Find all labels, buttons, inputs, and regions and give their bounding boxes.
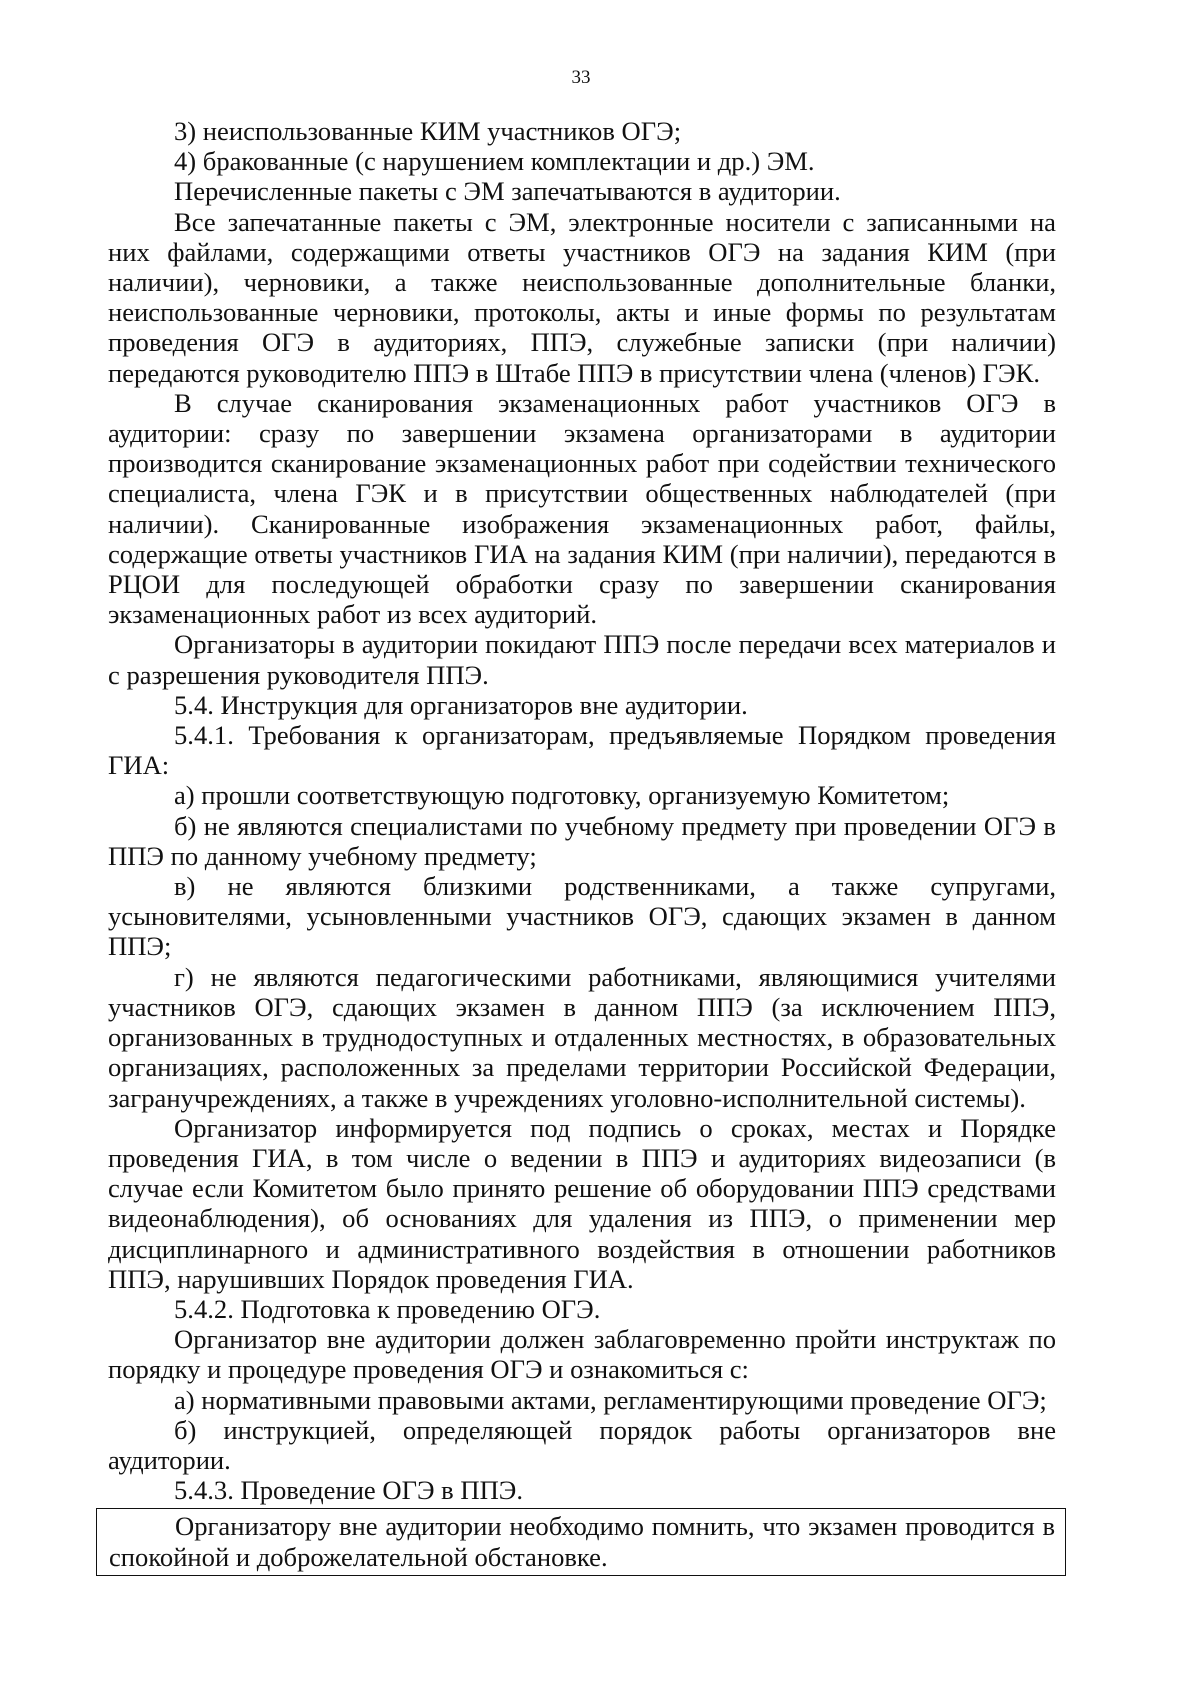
paragraph-organizer-informed: Организатор информируется под подпись о сроках, местах и Порядке проведения ГИА, в том числе о ведении в ППЭ и аудиториях видеозаписи (в случае если Комитетом было принято решение об оборудовании ППЭ средствами видеонаблюдения), об основаниях для удаления из ППЭ, о применении мер дисциплинарного и административного воздействия в отношении работников ППЭ, нарушивших Порядок проведения ГИА. — [108, 1112, 1056, 1294]
boxed-note — [96, 1508, 1066, 1575]
paragraph-organizer-instruction: Организатор вне аудитории должен заблаговременно пройти инструктаж по порядку и процедуре проведения ОГЭ и ознакомиться с: — [108, 1324, 1056, 1385]
section-heading-5-4-2: 5.4.2. Подготовка к проведению ОГЭ. — [174, 1293, 601, 1324]
list-item-unused-kim: 3) неиспользованные КИМ участников ОГЭ; — [174, 116, 682, 146]
requirement-item-g: г) не являются педагогическими работниками, являющимися учителями участников ОГЭ, сдающих экзамен в данном ППЭ (за исключением ППЭ, организованных в труднодоступных и отдаленных местностях, в образовательных организациях, расположенных за пределами территории Российской Федерации, загранучреждениях, а также в учреждениях уголовно-исполнительной системы). — [108, 961, 1056, 1113]
paragraph-organizers-leave: Организаторы в аудитории покидают ППЭ после передачи всех материалов и с разрешения руководителя ППЭ. — [108, 629, 1056, 690]
requirement-item-a: а) прошли соответствующую подготовку, организуемую Комитетом; — [174, 780, 950, 811]
section-heading-5-4: 5.4. Инструкция для организаторов вне аудитории. — [174, 689, 748, 720]
boxed-note-text: Организатору вне аудитории необходимо помнить, что экзамен проводится в спокойной и доброжелательной обстановке. — [109, 1511, 1055, 1572]
instruction-item-b: б) инструкцией, определяющей порядок работы организаторов вне аудитории. — [108, 1414, 1056, 1475]
instruction-item-a: а) нормативными правовыми актами, регламентирующими проведение ОГЭ; — [174, 1384, 1047, 1415]
section-heading-5-4-3: 5.4.3. Проведение ОГЭ в ППЭ. — [174, 1475, 523, 1506]
paragraph-scanning-in-room: В случае сканирования экзаменационных работ участников ОГЭ в аудитории: сразу по завершении экзамена организаторами в аудитории производится сканирование экзаменационных работ при содействии технического специалиста, члена ГЭК и в присутствии общественных наблюдателей (при наличии). Сканированные изображения экзаменационных работ, файлы, содержащие ответы участников ГИА на задания КИМ (при наличии), передаются в РЦОИ для последующей обработки сразу по завершении сканирования экзаменационных работ из всех аудиторий. — [108, 387, 1056, 630]
paragraph-sealed-packages-transfer: Все запечатанные пакеты с ЭМ, электронные носители с записанными на них файлами, содержащими ответы участников ОГЭ на задания КИМ (при наличии), черновики, а также неиспользованные дополнительные бланки, неиспользованные черновики, протоколы, акты и иные формы по результатам проведения ОГЭ в аудиториях, ППЭ, служебные записки (при наличии) передаются руководителю ППЭ в Штабе ППЭ в присутствии члена (членов) ГЭК. — [108, 206, 1056, 388]
requirement-item-b: б) не являются специалистами по учебному предмету при проведении ОГЭ в ППЭ по данному учебному предмету; — [108, 810, 1056, 871]
section-heading-5-4-1: 5.4.1. Требования к организаторам, предъявляемые Порядком проведения ГИА: — [108, 720, 1056, 781]
requirement-item-v: в) не являются близкими родственниками, а также супругами, усыновителями, усыновленными участников ОГЭ, сдающих экзамен в данном ППЭ; — [108, 871, 1056, 962]
paragraph-packages-sealed: Перечисленные пакеты с ЭМ запечатываются в аудитории. — [174, 176, 841, 207]
list-item-defective-em: 4) бракованные (с нарушением комплектации и др.) ЭМ. — [174, 146, 815, 177]
page-number: 33 — [571, 67, 591, 88]
document-body — [108, 116, 1056, 1576]
